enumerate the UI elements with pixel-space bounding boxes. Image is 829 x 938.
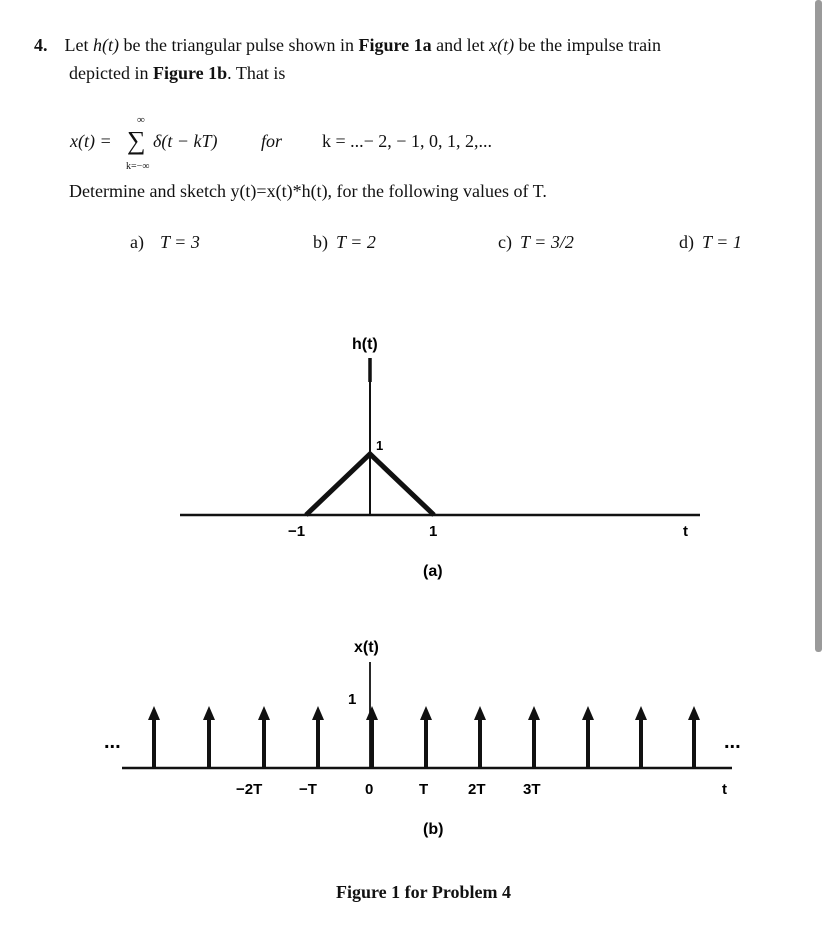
- part-c-value: T = 3/2: [520, 232, 574, 252]
- tick-0: 0: [365, 781, 374, 798]
- impulse-arrowhead: [366, 706, 378, 720]
- text-fragment: . That is: [227, 63, 286, 83]
- x-ylabel: x(t): [354, 639, 379, 656]
- x-xlabel: t: [722, 781, 727, 798]
- sum-upper-limit: ∞: [137, 114, 145, 126]
- sum-symbol: ∑: [127, 126, 146, 155]
- text-fragment: Let: [64, 35, 93, 55]
- figure-1b: [0, 620, 800, 850]
- text-fragment: be the impulse train: [514, 35, 662, 55]
- figure-caption: Figure 1 for Problem 4: [336, 882, 511, 902]
- tick-3T: 3T: [523, 781, 541, 798]
- part-d-value: T = 1: [702, 232, 742, 252]
- x-symbol: x(t): [489, 35, 515, 55]
- determine-text: Determine and sketch y(t)=x(t)*h(t), for the following values of T.: [69, 181, 547, 201]
- h-caption: (a): [423, 563, 443, 580]
- impulse-arrowhead: [474, 706, 486, 720]
- text-fragment: depicted in: [69, 63, 153, 83]
- h-ylabel: h(t): [352, 336, 378, 353]
- figure-1b-ref: Figure 1b: [152, 63, 228, 83]
- part-a-value: T = 3: [160, 232, 200, 252]
- figure-1a: [0, 320, 800, 590]
- tick-minus-2T: −2T: [236, 781, 263, 798]
- impulse-arrowhead: [203, 706, 215, 720]
- equation-range: k = ...− 2, − 1, 0, 1, 2,...: [322, 131, 492, 151]
- h-tick-neg: −1: [288, 523, 306, 540]
- text-fragment: be the triangular pulse shown in: [119, 35, 359, 55]
- equation-term: δ(t − kT): [153, 131, 218, 151]
- h-xlabel: t: [683, 523, 688, 540]
- tick-2T: 2T: [468, 781, 486, 798]
- impulse-arrowhead: [258, 706, 270, 720]
- impulse-arrowhead: [148, 706, 160, 720]
- impulse-arrowhead: [312, 706, 324, 720]
- h-symbol: h(t): [93, 35, 119, 55]
- text-fragment: and let: [431, 35, 490, 55]
- part-c-label: c): [498, 232, 512, 252]
- tick-minus-T: −T: [299, 781, 317, 798]
- x-caption: (b): [423, 821, 444, 838]
- impulse-arrowhead: [582, 706, 594, 720]
- h-tick-pos: 1: [429, 523, 438, 540]
- tick-T: T: [419, 781, 429, 798]
- problem-line-2: [69, 59, 285, 87]
- problem-line-1: [34, 31, 661, 59]
- equation-lhs: x(t) =: [70, 131, 112, 151]
- impulse-arrowhead: [688, 706, 700, 720]
- part-b-value: T = 2: [336, 232, 376, 252]
- figure-1a-ref: Figure 1a: [358, 35, 432, 55]
- problem-number: 4.: [34, 35, 48, 55]
- ellipsis-right: ...: [724, 731, 741, 753]
- part-a-label: a): [130, 232, 144, 252]
- impulse-arrowhead: [420, 706, 432, 720]
- sum-lower-limit: k=−∞: [126, 161, 150, 172]
- ellipsis-left: ...: [104, 731, 121, 753]
- impulse-arrowhead: [528, 706, 540, 720]
- equation-for: for: [261, 131, 283, 151]
- impulse-arrowhead: [635, 706, 647, 720]
- part-b-label: b): [313, 232, 328, 252]
- h-peak-label: 1: [376, 438, 384, 453]
- scrollbar[interactable]: [815, 0, 822, 652]
- x-height-label: 1: [348, 691, 357, 708]
- part-d-label: d): [679, 232, 694, 252]
